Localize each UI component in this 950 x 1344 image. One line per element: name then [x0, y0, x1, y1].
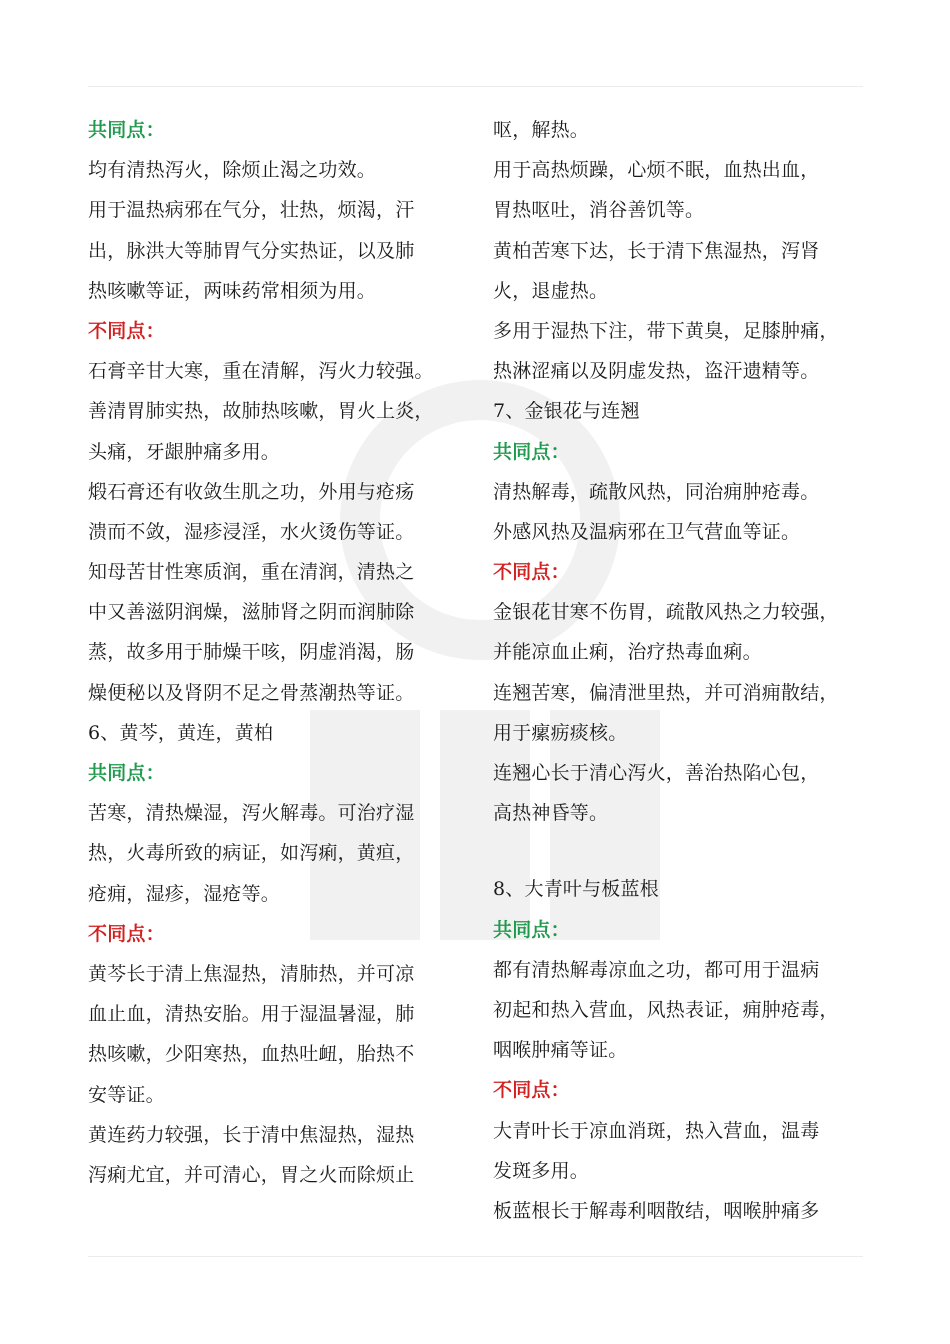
section-8-title: 8、大青叶与板蓝根 — [493, 878, 659, 901]
paragraph-line: 黄芩长于清上焦湿热，清肺热，并可凉 — [88, 962, 415, 985]
paragraph-line: 燥便秘以及肾阴不足之骨蒸潮热等证。 — [88, 681, 415, 704]
paragraph-line: 胃热呕吐，消谷善饥等。 — [493, 199, 705, 222]
paragraph-line: 金银花甘寒不伤胃，疏散风热之力较强， — [493, 601, 839, 624]
section-7-common-heading: 共同点： — [493, 440, 570, 463]
paragraph-line: 蒸，故多用于肺燥干咳，阴虚消渴，肠 — [88, 641, 415, 664]
section-8-common-heading: 共同点： — [493, 918, 570, 941]
paragraph-line: 连翘心长于清心泻火，善治热陷心包， — [493, 762, 820, 784]
top-divider — [88, 86, 863, 87]
section-gap — [493, 833, 888, 869]
paragraph-line: 并能凉血止痢，治疗热毒血痢。 — [493, 641, 762, 664]
paragraph-line: 热，火毒所致的病证，如泻痢，黄疸， — [88, 842, 415, 865]
paragraph-line: 板蓝根长于解毒利咽散结，咽喉肿痛多 — [493, 1199, 820, 1222]
paragraph-line: 疮痈，湿疹，湿疮等。 — [88, 882, 281, 905]
section-6-common-heading: 共同点： — [88, 762, 165, 784]
paragraph-line: 用于温热病邪在气分，壮热，烦渴，汗 — [88, 199, 415, 222]
section-7-diff-heading: 不同点： — [493, 561, 570, 584]
paragraph-line: 黄柏苦寒下达，长于清下焦湿热，泻肾 — [493, 239, 820, 262]
paragraph-line: 苦寒，清热燥湿，泻火解毒。可治疗湿 — [88, 802, 415, 825]
section-6-diff-heading: 不同点： — [88, 922, 165, 945]
section-8-diff-heading: 不同点： — [493, 1079, 570, 1102]
paragraph-line: 热咳嗽，少阳寒热，血热吐衄，胎热不 — [88, 1043, 415, 1066]
section-7-title: 7、金银花与连翘 — [493, 400, 640, 423]
paragraph-line: 泻痢尤宜，并可清心，胃之火而除烦止 — [88, 1163, 415, 1186]
section-6-title: 6、黄芩，黄连，黄柏 — [88, 721, 274, 744]
paragraph-line: 大青叶长于凉血消斑，热入营血，温毒 — [493, 1119, 820, 1142]
paragraph-line: 用于高热烦躁，心烦不眠，血热出血， — [493, 159, 820, 182]
paragraph-line: 血止血，清热安胎。用于湿温暑湿，肺 — [88, 1003, 415, 1026]
paragraph-line: 煅石膏还有收敛生肌之功，外用与疮疡 — [88, 480, 415, 503]
paragraph-line: 出，脉洪大等肺胃气分实热证，以及肺 — [88, 239, 415, 262]
section-5-common-heading: 共同点： — [88, 119, 165, 141]
paragraph-line: 外感风热及温病邪在卫气营血等证。 — [493, 520, 801, 543]
paragraph-line: 知母苦甘性寒质润，重在清润，清热之 — [88, 561, 415, 584]
bottom-divider — [88, 1256, 863, 1257]
paragraph-line: 安等证。 — [88, 1083, 165, 1106]
paragraph-line: 咽喉肿痛等证。 — [493, 1039, 628, 1062]
paragraph-line: 多用于湿热下注，带下黄臭，足膝肿痛， — [493, 319, 839, 342]
paragraph-line: 热淋涩痛以及阴虚发热，盗汗遗精等。 — [493, 360, 820, 383]
paragraph-line: 发斑多用。 — [493, 1159, 590, 1182]
paragraph-line: 头痛，牙龈肿痛多用。 — [88, 440, 281, 463]
paragraph-line: 热咳嗽等证，两味药常相须为用。 — [88, 279, 377, 302]
right-column — [493, 110, 888, 1231]
paragraph-line: 火，退虚热。 — [493, 279, 609, 302]
paragraph-line: 用于瘰疬痰核。 — [493, 721, 628, 744]
paragraph-line: 溃而不敛，湿疹浸淫，水火烫伤等证。 — [88, 520, 415, 543]
paragraph-line: 黄连药力较强，长于清中焦湿热，湿热 — [88, 1123, 415, 1146]
paragraph-line: 善清胃肺实热，故肺热咳嗽，胃火上炎， — [88, 400, 434, 423]
paragraph-line: 均有清热泻火，除烦止渴之功效。 — [88, 159, 377, 182]
paragraph-line: 都有清热解毒凉血之功，都可用于温病 — [493, 958, 820, 981]
paragraph-line: 高热神昏等。 — [493, 802, 609, 825]
paragraph-line: 石膏辛甘大寒，重在清解，泻火力较强。 — [88, 360, 434, 383]
paragraph-line: 连翘苦寒，偏清泄里热，并可消痈散结， — [493, 681, 839, 704]
paragraph-line: 初起和热入营血，风热表证，痈肿疮毒， — [493, 998, 839, 1021]
section-5-diff-heading: 不同点： — [88, 319, 165, 342]
paragraph-line: 呕，解热。 — [493, 119, 590, 141]
paragraph-line: 中又善滋阴润燥，滋肺肾之阴而润肺除 — [88, 601, 415, 624]
paragraph-line: 清热解毒，疏散风热，同治痈肿疮毒。 — [493, 480, 820, 503]
left-column — [88, 110, 458, 1195]
